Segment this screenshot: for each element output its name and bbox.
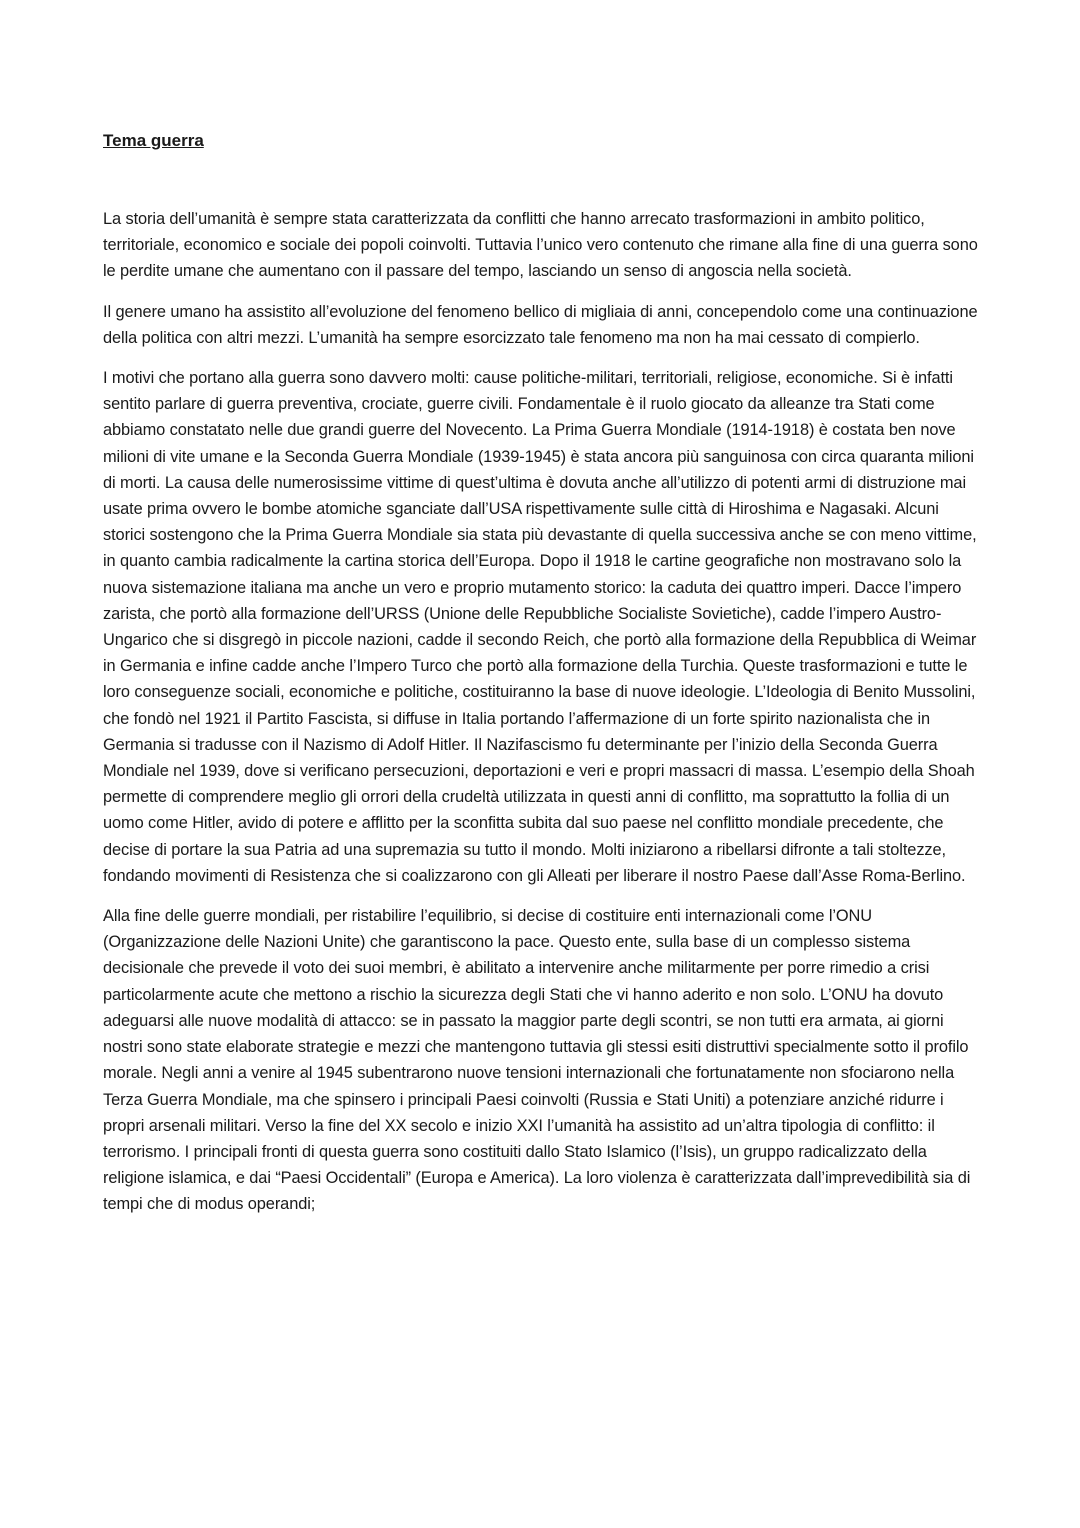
paragraph-4: Alla fine delle guerre mondiali, per ristabilire l’equilibrio, si decise di costituire enti internazionali come l’ONU (Organizzazione delle Nazioni Unite) che garantiscono la pace. Questo ente, sulla base di un complesso sistema decisionale che prevede il voto dei suoi membri, è abilitato a intervenire anche militarmente per porre rimedio a crisi particolarmente acute che mettono a rischio la sicurezza degli Stati che vi hanno aderito e non solo. L’ONU ha dovuto adeguarsi alle nuove modalità di attacco: se in passato la maggior parte degli scontri, se non tutti era armata, ai giorni nostri sono state elaborate strategie e mezzi che mantengono tuttavia gli stessi esiti distruttivi specialmente sotto il profilo morale. Negli anni a venire al 1945 subentrarono nuove tensioni internazionali che fortunatamente non sfociarono nella Terza Guerra Mondiale, ma che spinsero i principali Paesi coinvolti (Russia e Stati Uniti) a potenziare anziché ridurre i propri arsenali militari. Verso la fine del XX secolo e inizio XXI l’umanità ha assistito ad un’altra tipologia di conflitto: il terrorismo. I principali fronti di questa guerra sono costituiti dallo Stato Islamico (l’Isis), un gruppo radicalizzato della religione islamica, e dai “Paesi Occidentali” (Europa e America). La loro violenza è caratterizzata dall’imprevedibilità sia di tempi che di modus operandi; <box>103 907 971 1214</box>
document-page <box>103 128 983 1232</box>
paragraph-2: Il genere umano ha assistito all’evoluzione del fenomeno bellico di migliaia di anni, concependolo come una continuazione della politica con altri mezzi. L’umanità ha sempre esorcizzato tale fenomeno ma non ha mai cessato di compierlo. <box>103 302 978 347</box>
paragraph-1: La storia dell’umanità è sempre stata caratterizzata da conflitti che hanno arrecato trasformazioni in ambito politico, territoriale, economico e sociale dei popoli coinvolti. Tuttavia l’unico vero contenuto che rimane alla fine di una guerra sono le perdite umane che aumentano con il passare del tempo, lasciando un senso di angoscia nella società. <box>103 210 978 281</box>
paragraph-3: I motivi che portano alla guerra sono davvero molti: cause politiche-militari, territoriali, religiose, economiche. Si è infatti sentito parlare di guerra preventiva, crociate, guerre civili. Fondamentale è il ruolo giocato da alleanze tra Stati come abbiamo constatato nelle due grandi guerre del Novecento. La Prima Guerra Mondiale (1914-1918) è costata ben nove milioni di vite umane e la Seconda Guerra Mondiale (1939-1945) è stata ancora più sanguinosa con circa quaranta milioni di morti. La causa delle numerosissime vittime di quest’ultima è dovuta anche all’utilizzo di potenti armi di distruzione mai usate prima ovvero le bombe atomiche sganciate dall’USA rispettivamente sulle città di Hiroshima e Nagasaki. Alcuni storici sostengono che la Prima Guerra Mondiale sia stata più devastante di quella successiva anche se con meno vittime, in quanto cambia radicalmente la cartina storica dell’Europa. Dopo il 1918 le cartine geografiche non mostravano solo la nuova sistemazione italiana ma anche un vero e proprio mutamento storico: la caduta dei quattro imperi. Dacce l’impero zarista, che portò alla formazione dell’URSS (Unione delle Repubbliche Socialiste Sovietiche), cadde l’impero Austro-Ungarico che si disgregò in piccole nazioni, cadde il secondo Reich, che portò alla formazione della Repubblica di Weimar in Germania e infine cadde anche l’Impero Turco che portò alla formazione della Turchia. Queste trasformazioni e tutte le loro conseguenze sociali, economiche e politiche, costituiranno la base di nuove ideologie. L’Ideologia di Benito Mussolini, che fondò nel 1921 il Partito Fascista, si diffuse in Italia portando l’affermazione di un forte spirito nazionalista che in Germania si tradusse con il Nazismo di Adolf Hitler. Il Nazifascismo fu determinante per l’inizio della Seconda Guerra Mondiale nel 1939, dove si verificano persecuzioni, deportazioni e veri e propri massacri di massa. L’esempio della Shoah permette di comprendere meglio gli orrori della crudeltà utilizzata in questi anni di conflitto, ma soprattutto la follia di un uomo come Hitler, avido di potere e afflitto per la sconfitta subita dal suo paese nel conflitto mondiale precedente, che decise di portare la sua Patria ad una supremazia su tutto il mondo. Molti iniziarono a ribellarsi difronte a tali stoltezze, fondando movimenti di Resistenza che si coalizzarono con gli Alleati per liberare il nostro Paese dall’Asse Roma-Berlino. <box>103 369 977 885</box>
document-title: Tema guerra <box>103 131 204 150</box>
